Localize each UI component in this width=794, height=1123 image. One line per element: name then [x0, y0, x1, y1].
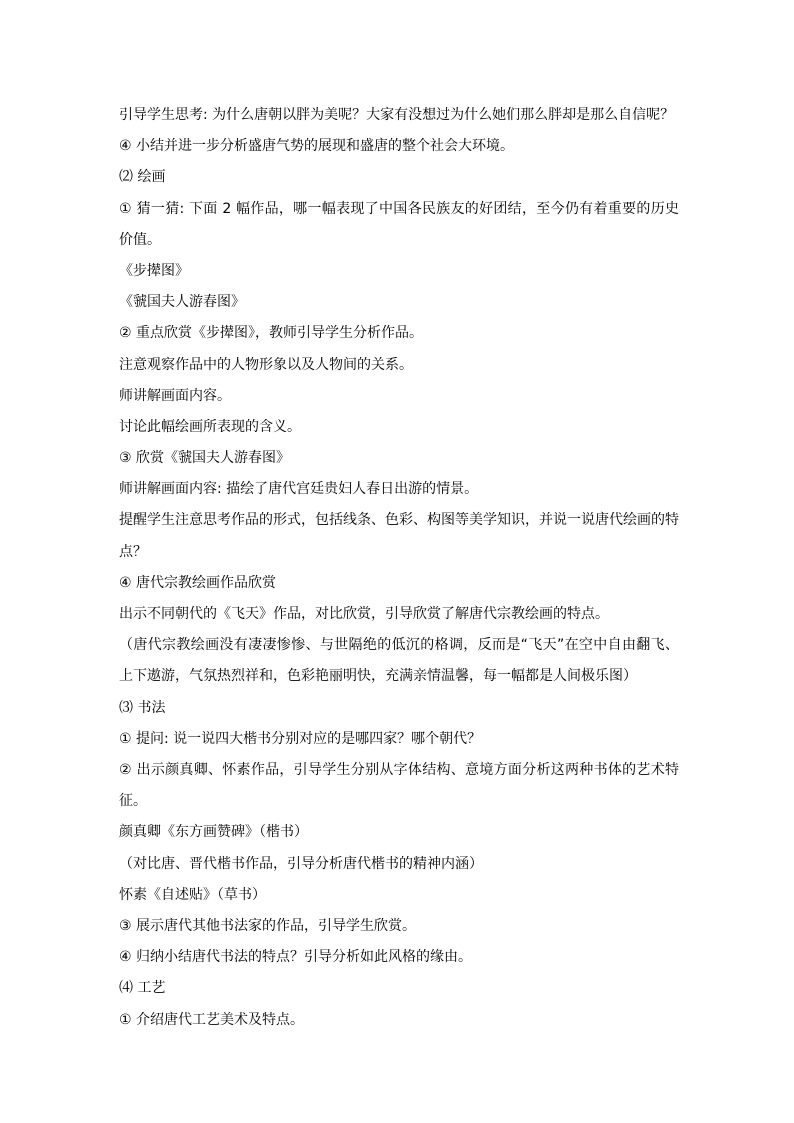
paragraph-feitian-note: （唐代宗教绘画没有凄凄惨惨、与世隔绝的低沉的格调，反而是“飞天”在空中自由翻飞、上下遨游，气氛热烈祥和，色彩艳丽明快，充满亲情温馨，每一幅都是人间极乐图） [119, 637, 679, 685]
paragraph-introduce-crafts: ① 介绍唐代工艺美术及特点。 [119, 1011, 305, 1028]
artwork-title-guoguo: 《虢国夫人游春图》 [119, 294, 245, 311]
paragraph-religious-painting: ④ 唐代宗教绘画作品欣赏 [119, 574, 277, 591]
paragraph-compare-kaishu: （对比唐、晋代楷书作品，引导分析唐代楷书的精神内涵） [119, 855, 483, 872]
paragraph-four-masters-question: ① 提问: 说一说四大楷书分别对应的是哪四家？哪个朝代？ [119, 730, 482, 747]
section-heading-painting: ⑵ 绘画 [119, 169, 166, 186]
paragraph-explain-spring-outing: 师讲解画面内容: 描绘了唐代宫廷贵妇人春日出游的情景。 [119, 481, 479, 498]
artwork-title-bunian: 《步撵图》 [119, 262, 189, 279]
paragraph-discuss-meaning: 讨论此幅绘画所表现的含义。 [119, 418, 301, 435]
section-heading-crafts: ⑷ 工艺 [119, 980, 166, 997]
paragraph-appreciate-guoguo: ③ 欣赏《虢国夫人游春图》 [119, 450, 291, 467]
paragraph-guess-question: ① 猜一猜: 下面 2 幅作品，哪一幅表现了中国各民族友的好团结，至今仍有着重要的历史价值。 [119, 200, 679, 248]
paragraph-feitian-compare: 出示不同朝代的《飞天》作品，对比欣赏，引导欣赏了解唐代宗教绘画的特点。 [119, 606, 609, 623]
artwork-title-yanzhenqing: 颜真卿《东方画赞碑》（楷书） [119, 824, 308, 841]
paragraph-focus-bunian: ② 重点欣赏《步撵图》，教师引导学生分析作品。 [119, 325, 423, 342]
paragraph-observe-figures: 注意观察作品中的人物形象以及人物间的关系。 [119, 356, 413, 373]
section-heading-calligraphy: ⑶ 书法 [119, 699, 166, 716]
paragraph-show-works: ② 出示颜真卿、怀素作品，引导学生分别从字体结构、意境方面分析这两种书体的艺术特征。 [119, 762, 679, 810]
paragraph-summary-tang: ④ 小结并进一步分析盛唐气势的展现和盛唐的整个社会大环境。 [119, 138, 514, 155]
paragraph-remind-form: 提醒学生注意思考作品的形式，包括线条、色彩、构图等美学知识，并说一说唐代绘画的特点？ [119, 512, 679, 560]
paragraph-summarize-calligraphy: ④ 归纳小结唐代书法的特点？引导分析如此风格的缘由。 [119, 949, 472, 966]
paragraph-guide-thinking: 引导学生思考: 为什么唐朝以胖为美呢？大家有没想过为什么她们那么胖却是那么自信呢？ [119, 107, 675, 123]
paragraph-explain-content: 师讲解画面内容。 [119, 387, 231, 404]
document-body [119, 100, 679, 1036]
artwork-title-huaisu: 怀素《自述贴》（草书） [119, 886, 266, 903]
paragraph-show-others: ③ 展示唐代其他书法家的作品，引导学生欣赏。 [119, 918, 416, 934]
